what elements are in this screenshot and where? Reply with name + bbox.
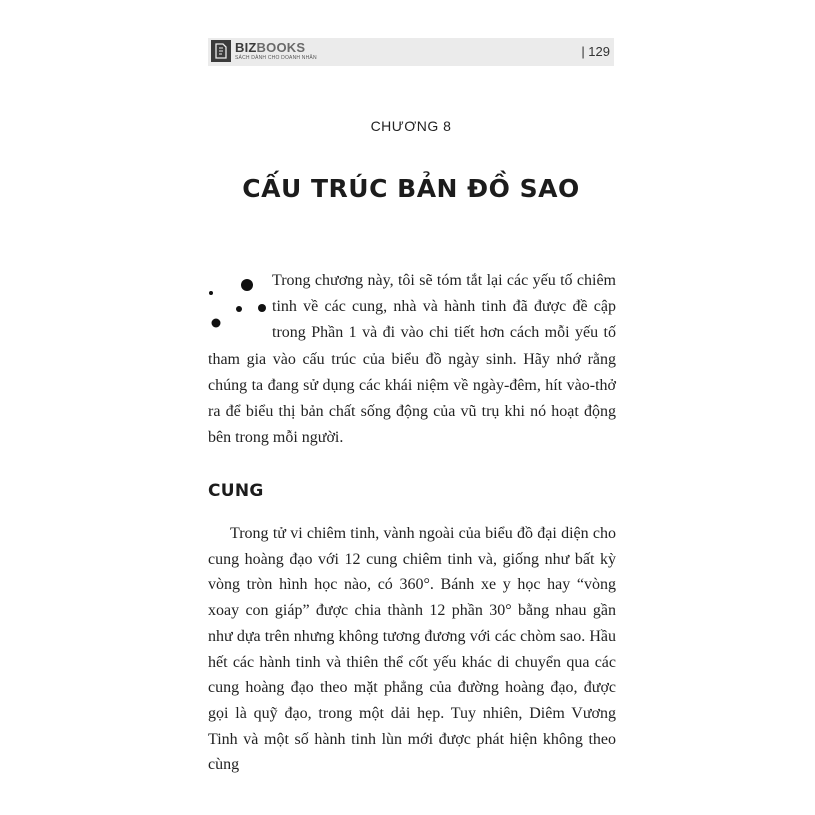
running-header [208, 38, 614, 66]
logo-wordmark [235, 40, 305, 55]
chapter-label: CHƯƠNG 8 [370, 118, 452, 134]
intro-text: Trong chương này, tôi sẽ tóm tắt lại các yếu tố chiêm tinh về các cung, nhà và hành tinh đã được đề cập trong Phần 1 và đi vào chi tiết hơn cách mỗi yếu tố tham gia vào cấu trúc của biểu đồ ngày sinh. Hãy nhớ rằng chúng ta đang sử dụng các khái niệm về ngày-đêm, hít vào-thở ra để biểu thị bản chất sống động của vũ trụ khi nó hoạt động bên trong mỗi người. [208, 272, 616, 447]
page-number: | 129 [581, 44, 610, 59]
section-heading: CUNG [208, 481, 264, 501]
intro-ornament-space [208, 268, 272, 344]
logo-mark-icon [211, 40, 231, 62]
bizbooks-logo [211, 40, 317, 64]
chapter-title: CẤU TRÚC BẢN ĐỒ SAO [242, 174, 580, 203]
logo-tagline: SÁCH DÀNH CHO DOANH NHÂN [235, 55, 317, 61]
logo-brand-bold: BIZ [235, 40, 257, 55]
intro-paragraph [208, 268, 616, 451]
logo-brand-light: BOOKS [256, 40, 306, 55]
section-paragraph: Trong tử vi chiêm tinh, vành ngoài của biểu đồ đại diện cho cung hoàng đạo với 12 cung chiêm tinh và, giống như bất kỳ vòng tròn hình học nào, có 360°. Bánh xe y học hay “vòng xoay con giáp” được chia thành 12 phần 30° bằng nhau gần như dựa trên nhưng không tương đương với các chòm sao. Hầu hết các hành tinh và thiên thể cốt yếu khác di chuyển qua các cung hoàng đạo theo mặt phẳng của đường hoàng đạo, được gọi là quỹ đạo, trong một dải hẹp. Tuy nhiên, Diêm Vương Tinh và một số hành tinh lùn mới được phát hiện không theo cùng [208, 525, 616, 774]
